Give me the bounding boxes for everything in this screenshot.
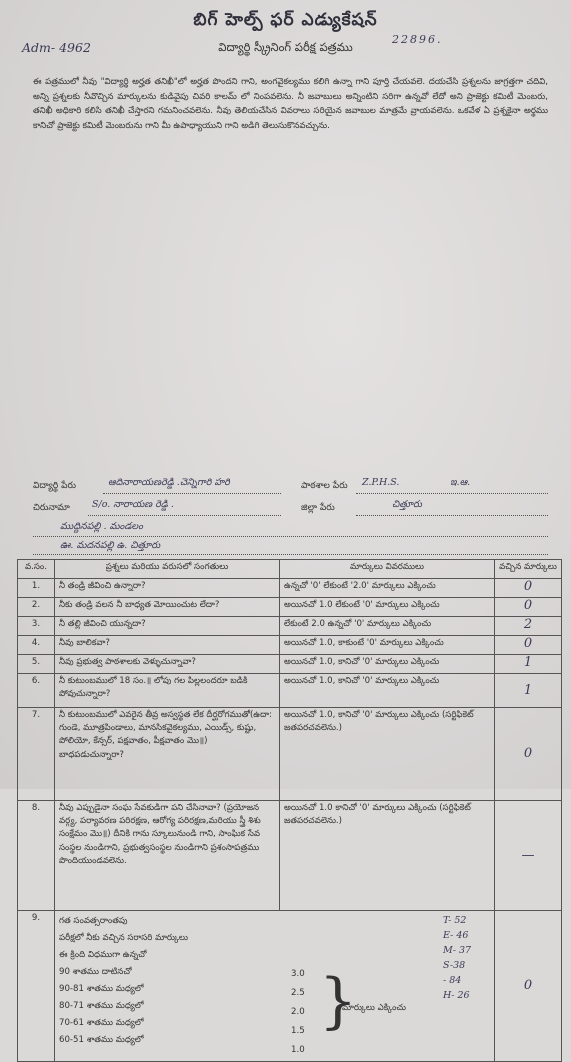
class-value: ఇ.ఆ. bbox=[450, 477, 471, 488]
row-score: 0 bbox=[495, 911, 562, 1062]
row-score: 0 bbox=[495, 598, 562, 617]
row-number: 2. bbox=[18, 598, 55, 617]
row-marks-rule: ఉన్నచో '0' లేకుంటే '2.0' మార్కులు ఎక్కించు bbox=[280, 579, 495, 598]
subject-mark: M- 37 bbox=[443, 945, 472, 956]
grade-value: 2.5 bbox=[291, 988, 305, 998]
subject-mark: T- 52 bbox=[443, 915, 467, 926]
grade-values bbox=[291, 965, 305, 1060]
row-question: నీ కుటుంబములో 18 సం.॥ లోపు గల పిల్లలందరూ బడికి పోవుచున్నారా? bbox=[55, 674, 280, 708]
grades-line: 60-51 శాతము మధ్యలో bbox=[59, 1035, 144, 1045]
row-number: 3. bbox=[18, 617, 55, 636]
grade-value: 3.0 bbox=[291, 969, 305, 979]
row-question: నీ తల్లి జీవించి యున్నదా? bbox=[55, 617, 280, 636]
header-marks-obtained: వచ్చిన మార్కులు bbox=[495, 560, 562, 579]
table-row bbox=[18, 801, 562, 911]
address-value: S/o. నారాయణ రెడ్డి . bbox=[92, 499, 174, 510]
row-score: 2 bbox=[495, 617, 562, 636]
row-score: 0 bbox=[495, 708, 562, 801]
school-value: Z.P.H.S. bbox=[362, 477, 400, 488]
header-marks-detail: మార్కులు వివరములు bbox=[280, 560, 495, 579]
row-marks-rule: లేకుంటే 2.0 ఉన్నచో '0' మార్కులు ఎక్కించు bbox=[280, 617, 495, 636]
subject-mark: - 84 bbox=[443, 975, 462, 986]
grade-value: 1.0 bbox=[291, 1045, 305, 1055]
grades-line: 80-71 శాతము మధ్యలో bbox=[59, 1001, 144, 1011]
row-number: 5. bbox=[18, 655, 55, 674]
curly-brace: } bbox=[319, 966, 358, 1036]
row-question: నీ తండ్రి జీవించి ఉన్నారా? bbox=[55, 579, 280, 598]
table-row bbox=[18, 579, 562, 598]
grades-line: గత సంవత్సరాంతపు bbox=[59, 916, 128, 926]
subject-mark: H- 26 bbox=[443, 990, 470, 1001]
row-marks-rule: అయినచో 1.0, కాకుంటే '0' మార్కులు ఎక్కించు bbox=[280, 636, 495, 655]
address-line-3-value: ఊ. మదనపల్లి ఉ. చిత్తూరు bbox=[60, 540, 161, 551]
grades-conditions bbox=[59, 913, 188, 1049]
row-score: 1 bbox=[495, 655, 562, 674]
row-score: 0 bbox=[495, 579, 562, 598]
grades-line: ఈ క్రింది విధముగా ఉన్నచో bbox=[59, 950, 147, 960]
grade-value: 2.0 bbox=[291, 1007, 305, 1017]
document-subtitle: విద్యార్థి స్క్రీనింగ్ పరీక్ష పత్రము bbox=[218, 40, 353, 54]
row-number: 7. bbox=[18, 708, 55, 801]
subject-mark: E- 46 bbox=[443, 930, 469, 941]
address-line-2 bbox=[33, 535, 548, 537]
table-header-row bbox=[18, 560, 562, 579]
grades-line: పరీక్షలో నీకు వచ్చిన సరాసరి మార్కులు bbox=[59, 933, 188, 943]
row-marks-rule: అయినచో 1.0 కానిచో '0' మార్కులు ఎక్కించు (సర్టిఫికెట్ జతపరచవలెను.) bbox=[280, 801, 495, 911]
table-row bbox=[18, 708, 562, 801]
row-question: నీవు బాలికవా? bbox=[55, 636, 280, 655]
row-marks-rule: అయినచో 1.0, కానిచో '0' మార్కులు ఎక్కించు bbox=[280, 674, 495, 708]
table-row bbox=[18, 636, 562, 655]
row-score: 1 bbox=[495, 674, 562, 708]
row-number: 6. bbox=[18, 674, 55, 708]
row-number: 4. bbox=[18, 636, 55, 655]
subject-mark: S-38 bbox=[443, 960, 466, 971]
row-marks-rule: అయినచో 1.0 లేకుంటే '0' మార్కులు ఎక్కించు bbox=[280, 598, 495, 617]
header-question: ప్రశ్నలు మరియు వరుసలో సంగతులు bbox=[55, 560, 280, 579]
row-number: 8. bbox=[18, 801, 55, 911]
grades-line: 90 శాతము దాటినచో bbox=[59, 967, 132, 977]
district-value: చిత్తూరు bbox=[392, 499, 422, 510]
school-label: పాఠశాల పేరు bbox=[301, 481, 348, 491]
serial-number: 22896. bbox=[392, 33, 443, 46]
header-sno: వ.సం. bbox=[18, 560, 55, 579]
admission-number: Adm- 4962 bbox=[22, 40, 91, 55]
district-line bbox=[356, 514, 548, 516]
row-question: నీ కుటుంబములో ఎవరైన తీవ్ర అస్వస్థత లేక దీర్ఘరోగముతో(ఉదా: గుండె, మూత్రపిండాలు, మానసికవైకల్యము, ఎయిడ్స్, కుష్టు, పోలియో, కేన్సర్, పక్షవాతం, పీక్షవాతం మొ॥) బాధపడుచున్నారా? bbox=[55, 708, 280, 801]
row-question: నీవు ఎప్పుడైనా సంఘ సేవకుడిగా పని చేసినావా? (ప్రయోజన వర్గ్య, పర్యావరణ పరిరక్షణ, ఆరోగ్య పరిరక్షణ,మరియు స్త్రీ శిశు సంక్షేమం మొ॥) దీనికి గాను స్కూలునుండి గాని, సాంఘిక సేవ సంస్థల నుండిగాని, ప్రభుత్వసంస్థల నుండిగాని ప్రశంసాపత్రము పొందియుండవలెను. bbox=[55, 801, 280, 911]
address-label: చిరునామా bbox=[33, 503, 70, 513]
address-line bbox=[88, 514, 281, 516]
table-row-grades bbox=[18, 911, 562, 1062]
row-marks-rule: అయినచో 1.0, కానిచో '0' మార్కులు ఎక్కించు (సర్టిఫికెట్ జతపరచవలెను.) bbox=[280, 708, 495, 801]
grade-text: మార్కులు ఎక్కించు bbox=[342, 1003, 407, 1013]
table-row bbox=[18, 674, 562, 708]
row-number: 1. bbox=[18, 579, 55, 598]
grades-line: 70-61 శాతము మధ్యలో bbox=[59, 1018, 144, 1028]
student-name-label: విద్యార్థి పేరు bbox=[33, 481, 76, 491]
document-title: బిగ్ హెల్ప్ ఫర్ ఎడ్యుకేషన్ bbox=[193, 10, 378, 30]
student-name-value: ఆదినారాయణరెడ్డి .చెన్నిగారి హరి bbox=[108, 477, 230, 488]
student-name-line bbox=[103, 492, 281, 494]
instructions-paragraph: ఈ పత్రములో నీవు "విద్యార్థి అర్హత తనిఖీ"లో అర్హత పొందని గాని, అంగవైకల్యము కలిగి ఉన్నా గాని పూర్తి చేయవలె. దయచేసి ప్రశ్నలను జాగ్రత్తగా చదివి, అన్ని ప్రశ్నలకు నీవొచ్చిన మార్కులను కుడివైపు చివరి కాలమ్ లో నింపవలెను. నీ జవాబులు అన్నింటిని సరిగా ఉన్నవో లేదో అని ప్రాజెక్టు కమిటీ మెంబరు, తనిఖీ అధికారి కలిసి తనిఖీ చేస్తారని గమనించవలెను. నీవు తెలియచేసిన వివరాలు సరియైన జవాబుల మాత్రమే వ్రాయవలెను. ఒకవేళ ఏ ప్రశ్నకైనా అర్థము కానిచో ప్రాజెక్టు కమిటీ మెంబరును గాని మీ ఉపాధ్యాయుని గాని అడిగి తెలుసుకొనవచ్చును. bbox=[33, 77, 548, 131]
grades-cell bbox=[55, 911, 495, 1062]
school-line bbox=[356, 492, 548, 494]
table-row bbox=[18, 655, 562, 674]
address-line-3 bbox=[33, 553, 548, 555]
row-score: — bbox=[495, 801, 562, 911]
row-question: నీవు ప్రభుత్వ పాఠశాలకు వెళ్ళుచున్నావా? bbox=[55, 655, 280, 674]
row-number: 9. bbox=[18, 911, 55, 1062]
row-marks-rule: అయినచో 1.0, కానిచో '0' మార్కులు ఎక్కించు bbox=[280, 655, 495, 674]
grade-value: 1.5 bbox=[291, 1026, 305, 1036]
row-score: 0 bbox=[495, 636, 562, 655]
subject-marks bbox=[443, 913, 471, 1003]
row-question: నీకు తండ్రి వలన నీ బాధ్యత మోయించుట లేదా? bbox=[55, 598, 280, 617]
table-row bbox=[18, 617, 562, 636]
district-label: జిల్లా పేరు bbox=[301, 503, 335, 513]
grades-line: 90-81 శాతము మధ్యలో bbox=[59, 984, 144, 994]
table-row bbox=[18, 598, 562, 617]
address-line-2-value: ముద్దినపల్లి . మండలం bbox=[60, 521, 143, 532]
screening-table bbox=[17, 559, 562, 1062]
